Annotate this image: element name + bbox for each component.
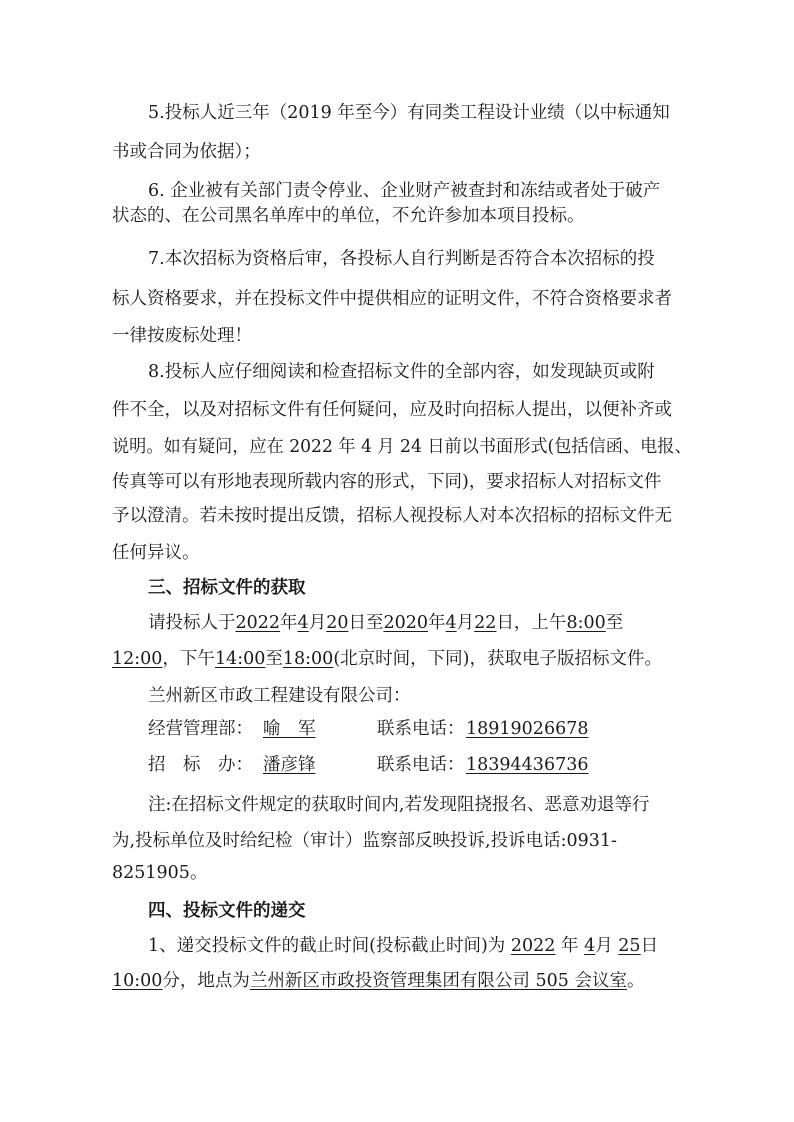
contact-row-1-phone: 18919026678 (466, 719, 589, 739)
contact-row-2-phone: 18394436736 (466, 755, 589, 775)
text: 1、递交投标文件的截止时间(投标截止时间)为 (148, 936, 506, 956)
company-name: 兰州新区市政工程建设有限公司： (148, 686, 411, 706)
text: ，下午 (162, 649, 215, 669)
text: 日，上午 (496, 613, 567, 633)
item-8-line-2: 件不全，以及对招标文件有任何疑问，应及时向招标人提出，以便补齐或 (112, 400, 672, 420)
start-day: 20 (326, 613, 349, 633)
text: 请投标人于 (148, 613, 236, 633)
item-8-line-5: 予以澄清。若未按时提出反馈，招标人视投标人对本次招标的招标文件无 (112, 506, 672, 526)
note-line-2: 为,投标单位及时给纪检（审计）监察部反映投诉,投诉电话:0931- (112, 831, 617, 851)
contact-row-2-name: 潘彦锋 (263, 755, 316, 775)
item-8-line-4: 传真等可以有形地表现所载内容的形式，下同)，要求招标人对招标文件 (112, 472, 662, 492)
item-6-line-1: 6. 企业被有关部门责令停业、企业财产被查封和冻结或者处于破产 (148, 181, 661, 201)
item-6-line-2: 状态的、在公司黑名单库中的单位，不允许参加本项目投标。 (112, 206, 585, 226)
contact-row-1-phone-label: 联系电话： (377, 719, 465, 739)
section-4-heading: 四、投标文件的递交 (148, 901, 306, 921)
deadline-day: 25 (618, 936, 641, 956)
item-7-line-2: 标人资格要求，并在投标文件中提供相应的证明文件，不符合资格要求者 (112, 289, 672, 309)
deadline-year: 2022 (510, 936, 556, 956)
pm-end-time: 18:00 (282, 649, 334, 669)
text: 日 (640, 936, 659, 956)
contact-row-2-dept: 招 标 办： (148, 755, 253, 775)
deadline-time: 10:00 (112, 971, 163, 991)
contact-row-2-phone-label: 联系电话： (377, 755, 465, 775)
start-month: 4 (297, 613, 309, 633)
text: 月 (308, 613, 327, 633)
item-8-line-1: 8.投标人应仔细阅读和检查招标文件的全部内容，如发现缺页或附 (148, 362, 655, 382)
pm-start-time: 14:00 (214, 649, 266, 669)
am-start-time: 8:00 (566, 613, 606, 633)
text: 至 (605, 613, 624, 633)
text: 年 (280, 613, 298, 633)
start-year: 2022 (235, 613, 281, 633)
contact-row-1-dept: 经营管理部： (148, 719, 253, 739)
item-7-line-3: 一律按废标处理！ (112, 326, 252, 346)
item-5-line-2: 书或合同为依据）； (112, 142, 261, 162)
section-4-paragraph-1 (148, 933, 658, 959)
note-line-1: 注:在招标文件规定的获取时间内,若发现阻挠报名、恶意劝退等行 (148, 795, 650, 815)
text: 月 (456, 613, 475, 633)
end-day: 22 (474, 613, 497, 633)
item-7-line-1: 7.本次招标为资格后审，各投标人自行判断是否符合本次招标的投 (148, 249, 655, 269)
end-month: 4 (445, 613, 457, 633)
item-5-line-1: 5.投标人近三年（2019 年至今）有同类工程设计业绩（以中标通知 (148, 103, 670, 123)
am-end-time: 12:00 (112, 649, 163, 669)
text: 至 (265, 649, 283, 669)
text: 月 (595, 936, 613, 956)
item-8-line-3: 说明。如有疑问，应在 2022 年 4 月 24 日前以书面形式(包括信函、电报、 (112, 437, 692, 457)
section-3-paragraph-1 (148, 610, 623, 636)
end-year: 2020 (383, 613, 429, 633)
text: 。 (626, 971, 645, 991)
text: 日至 (348, 613, 384, 633)
text: (北京时间，下同)，获取电子版招标文件。 (333, 649, 662, 669)
submission-place: 兰州新区市政投资管理集团有限公司 505 会议室 (249, 971, 627, 991)
text: 年 (561, 936, 579, 956)
deadline-month: 4 (584, 936, 596, 956)
text: 分，地点为 (162, 971, 250, 991)
section-4-paragraph-2 (112, 968, 644, 994)
text: 年 (428, 613, 446, 633)
contact-row-1-name: 喻 军 (263, 719, 316, 739)
section-3-paragraph-2 (112, 646, 662, 672)
item-8-line-6: 任何异议。 (112, 543, 200, 563)
note-line-3: 8251905。 (112, 863, 208, 883)
section-3-heading: 三、招标文件的获取 (148, 578, 306, 598)
